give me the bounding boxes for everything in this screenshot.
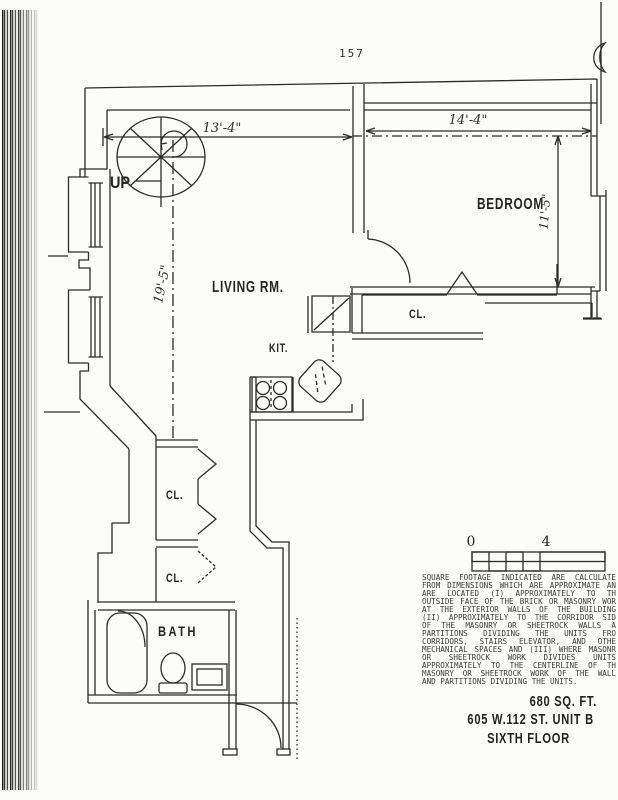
bedroom-door-arc [368, 230, 410, 283]
kitchen-closet-wall [352, 288, 362, 333]
scale-cell [506, 552, 523, 562]
scale-end-label: 4 [541, 534, 551, 550]
unit-area: 680 SQ. FT. [529, 693, 597, 710]
room-labels [110, 174, 544, 639]
page-number: 157 [339, 47, 365, 60]
kitchen-label: KIT. [269, 341, 289, 356]
toilet-tank [159, 683, 187, 693]
kitchen-sink [296, 357, 344, 405]
closet-hall-lower-label: CL. [166, 571, 184, 586]
dim-label-11-5: 11'-5" [536, 193, 554, 231]
kitchen-fixtures [250, 288, 363, 420]
square-footage-disclaimer [422, 574, 616, 688]
scale-cell [523, 562, 540, 572]
disclaimer-line: OF THE MASONRY OR SHEETROCK WALLS A [422, 622, 616, 630]
toilet-bowl [161, 653, 185, 683]
graphic-scale-bar [467, 534, 605, 571]
entry [223, 618, 297, 761]
wall-top-inner-bedroom [364, 103, 597, 110]
dim-line-14-4 [366, 128, 591, 134]
dimension-lines [103, 128, 597, 440]
disclaimer-line: OUTSIDE FACE OF THE BRICK OR MASONRY WOR [422, 598, 616, 606]
scale-cell [489, 562, 506, 572]
closet-hall-upper-label: CL. [166, 488, 184, 503]
stair-treads [117, 117, 205, 207]
disclaimer-line: PARTITIONS DIVIDING THE UNITS FRO [422, 630, 616, 638]
door-jamb-foot [277, 749, 290, 755]
wall-bedroom-separation [353, 84, 364, 233]
disclaimer-line: OR SHEETROCK WORK DIVIDES UNITS [422, 654, 616, 662]
closet-bifold-door-dashed [198, 551, 216, 583]
unit-address: 605 W.112 ST. UNIT B [467, 711, 594, 728]
disclaimer-line: FROM DIMENSIONS WHICH ARE APPROXIMATE AN [422, 582, 616, 590]
scale-cell [540, 552, 605, 562]
disclaimer-line: CORRIDORS, STAIRS ELEVATOR, AND OTHE [422, 638, 616, 646]
wall-left-diagonal [80, 363, 156, 449]
sink-detail [307, 367, 334, 394]
unit-floor: SIXTH FLOOR [487, 730, 570, 747]
closet-bifold-door [447, 272, 477, 294]
closet-bifold-doors [198, 449, 216, 534]
bath-sink-basin [197, 669, 222, 685]
disclaimer-line: ARE LOCATED (I) APPROXIMATELY TO TH [422, 590, 616, 598]
bath-label: BATH [158, 623, 198, 640]
entry-door-arc [236, 704, 281, 748]
disclaimer-line: (II) APPROXIMATELY TO THE CORRIDOR SID [422, 614, 616, 622]
disclaimer-line: AND PARTITIONS DIVIDING THE UNITS. [422, 678, 578, 686]
wall-left-window-bay-upper [69, 177, 104, 252]
disclaimer-line: SQUARE FOOTAGE INDICATED ARE CALCULATE [422, 574, 616, 582]
disclaimer-line: MECHANICAL SPACES AND (III) WHERE MASONR [422, 646, 616, 654]
dim-line-11-5 [555, 136, 561, 287]
burner [274, 382, 287, 395]
sink-basin [296, 357, 344, 405]
burner [274, 397, 287, 410]
survey-ticks [44, 256, 80, 412]
closet-band-walls [352, 264, 601, 339]
living-room-label: LIVING RM. [212, 277, 284, 296]
hallway-walls [98, 420, 289, 749]
scale-bar-cells [472, 552, 605, 571]
bedroom-window [583, 190, 606, 319]
bath-door-arc [118, 611, 145, 647]
dim-label-19-5: 19'-5" [151, 263, 174, 305]
disclaimer-line: MASONRY OR SHEETROCK WORK OF THE WALL [422, 670, 616, 678]
wall-left-between-windows [79, 252, 90, 290]
burner [257, 382, 270, 395]
disclaimer-line: AT THE EXTERIOR WALLS OF THE BUILDING [422, 606, 616, 614]
scale-start-label: 0 [466, 534, 476, 550]
wall-left-window-bay-lower [69, 290, 104, 363]
dim-label-13-4: 13'-4" [202, 121, 242, 136]
spiral-stair [117, 117, 205, 207]
scale-cell [472, 552, 489, 562]
exterior-walls [44, 79, 606, 449]
hall-right-wall [250, 420, 289, 749]
stair-up-label: UP [110, 173, 131, 193]
refrigerator [308, 296, 350, 333]
bathtub [107, 613, 147, 693]
bathroom [88, 600, 297, 749]
scan-artifacts [594, 2, 605, 124]
door-jamb-foot [223, 749, 237, 755]
bedroom-label: BEDROOM [477, 194, 544, 213]
disclaimer-line: APPROXIMATELY TO THE CENTERLINE OF TH [422, 662, 616, 670]
closet-kitchen-label: CL. [409, 307, 427, 322]
binder-crescent-mark [594, 43, 605, 72]
hall-left-wall [98, 449, 129, 603]
burner [257, 397, 270, 410]
dim-label-14-4: 14'-4" [448, 113, 488, 128]
